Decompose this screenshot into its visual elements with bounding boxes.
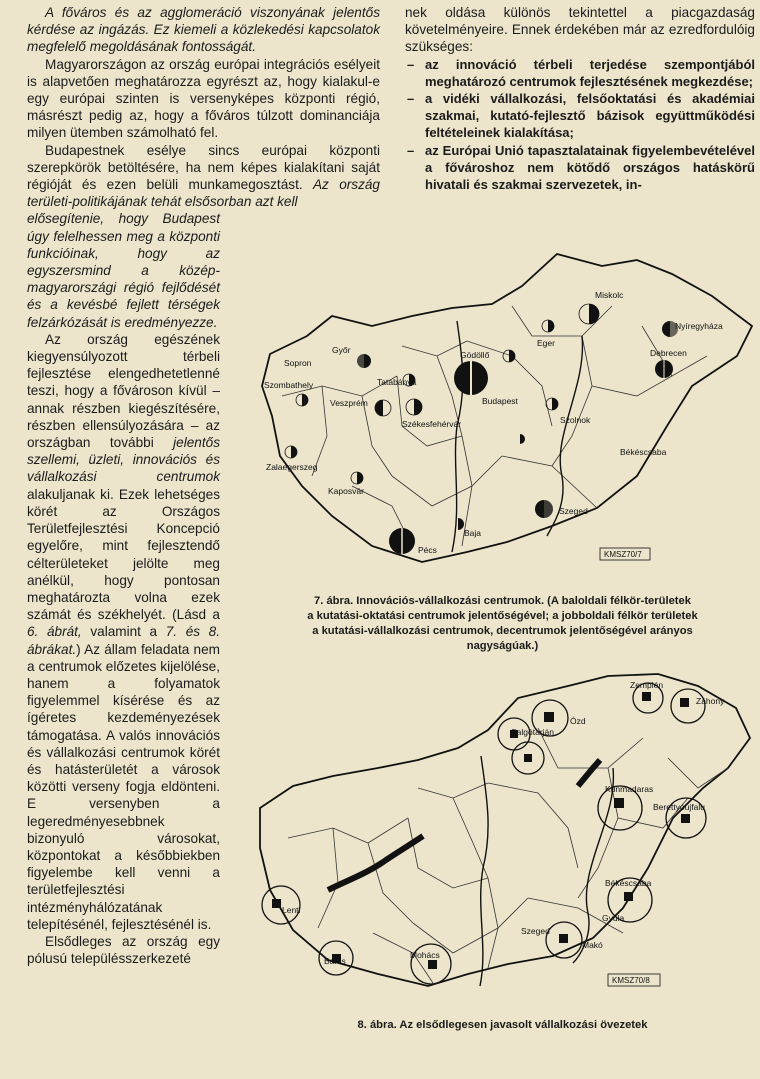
symbol-kaposvar: [351, 472, 363, 484]
requirements-list: [405, 56, 755, 194]
label-gyor: Győr: [332, 345, 351, 355]
figure7-map: [252, 246, 758, 572]
square-szeged: [559, 934, 568, 943]
symbol-zalaegerszeg: [285, 446, 297, 458]
danube-river: [480, 756, 488, 986]
country-outline: [262, 254, 752, 562]
lead-paragraph: A főváros és az agglomeráció viszonyának jelentős kérdése az ingázás. Ez kiemeli a közlekedési kapcsolatok megfelelő megoldásának fontosságát.: [27, 5, 380, 55]
label-szeged: Szeged: [521, 926, 550, 936]
tisza-river: [573, 768, 613, 963]
label-szekesfehervar: Székesfehérvár: [402, 419, 462, 429]
dash-marker: –: [407, 142, 415, 158]
symbol-budapest: [454, 361, 488, 395]
square-bekescsaba: [624, 892, 633, 901]
budapest-text: Budapestnek esélye sincs európai központi szerepkörök betöltésére, ha nem képes kialakítani saját régióját és ezen belüli munkamegosztást.: [27, 142, 380, 193]
square-kunmadaras: [614, 798, 624, 808]
label-salgotarjan: Salgótarján: [511, 727, 555, 737]
symbol-veszprem: [375, 400, 391, 416]
symbol-debrecen: [655, 360, 673, 378]
list-item: – a vidéki vállalkozási, felsőoktatási és akadémiai szakmai, kutató-fejlesztő bázisok együttműködési feltételeinek kialakítása;: [407, 91, 755, 141]
symbol-pecs: [389, 528, 415, 554]
paragraph-continuation: nek oldása különös tekintettel a piacgazdaság követelményeire. Ennek érdekében már az ezredfordulóig szükséges:: [405, 5, 755, 55]
figure7-caption-line: nagyságúak.): [466, 640, 539, 652]
label-debrecen: Debrecen: [650, 348, 687, 358]
square-berettyoujfalu: [681, 814, 690, 823]
figure7-code: KMSZ70/7: [604, 550, 642, 559]
label-kunmadaras: Kunmadaras: [605, 784, 654, 794]
square-zemplen: [642, 692, 651, 701]
label-zalaegerszeg: Zalaegerszeg: [266, 462, 318, 472]
budapest-italic: Az ország területi-politikájának tehát elsősorban azt kell: [27, 177, 380, 210]
figure8-map: [248, 668, 758, 1008]
label-ozd: Ózd: [570, 716, 586, 726]
centre-symbols: [285, 304, 678, 554]
label-eger: Eger: [537, 338, 555, 348]
symbol-szeged: [535, 500, 553, 518]
zone-strip-north: [578, 760, 600, 786]
label-lenti: Lenti: [282, 905, 301, 915]
label-mohacs: Mohács: [410, 950, 440, 960]
label-barcs: Barcs: [324, 956, 346, 966]
square-salgotarjan-b: [524, 754, 532, 762]
county-borders: [288, 728, 728, 983]
list-item: – az innováció térbeli terjedése szempontjából meghatározó centrumok fejlesztésének megkezdése;: [407, 56, 755, 89]
figure6-ref: 6. ábrát,: [27, 624, 82, 640]
figure8-caption: 8. ábra. Az elsődlegesen javasolt vállalkozási övezetek: [357, 1019, 648, 1031]
label-berettyoujfalu: Berettyóújfalu: [653, 802, 705, 812]
city-labels: [264, 290, 723, 555]
square-zahony: [680, 698, 689, 707]
label-mako: Makó: [582, 940, 603, 950]
list-item: – az Európai Unió tapasztalatainak figyelembevételével a fővároshoz nem kötődő országos hatáskörű hivatali és szakmai szervezetek, in-: [407, 142, 755, 193]
label-gyula: Gyula: [602, 913, 625, 923]
label-zahony: Záhony: [696, 696, 725, 706]
right-column: [405, 4, 755, 193]
square-mohacs: [428, 960, 437, 969]
symbol-cegled: [520, 434, 525, 444]
label-bekescsaba: Békéscsaba: [605, 878, 652, 888]
label-godollo: Gödöllő: [460, 350, 490, 360]
figure7-caption-line: 7. ábra. Innovációs-vállalkozási centrumok. (A baloldali félkör-területek: [314, 595, 691, 607]
square-ozd: [544, 712, 554, 722]
label-kaposvar: Kaposvár: [328, 486, 364, 496]
label-veszprem: Veszprém: [330, 398, 368, 408]
dash-marker: –: [407, 56, 415, 72]
label-baja: Baja: [464, 528, 482, 538]
paragraph-integration: Magyarországon az ország európai integrációs esélyeit is alapvetően meghatározza egyrészt az, hogy kialakul-e egy európai szinten is versenyképes központi régió, másrészt pedig az, hogy a főváros túlzott dominanciája milyen ütemben számolható fel.: [27, 56, 380, 141]
label-szolnok: Szolnok: [560, 415, 591, 425]
county-borders: [282, 306, 707, 546]
symbol-szekesfehervar: [406, 399, 422, 415]
label-pecs: Pécs: [418, 545, 437, 555]
figure7-caption: [250, 594, 755, 654]
balanced-text-b: alakuljanak ki. Ezek lehetséges körét az Országos Területfejlesztési Koncepció egyelőre, mint fejlesztendő célterületeket jelölte meg anélkül, hogy pontosan meghatározta volna ezek számát és székhelyét. (Lásd a: [27, 486, 220, 623]
symbol-godollo: [503, 350, 515, 362]
figure7-caption-line: a kutatási-vállalkozási centrumok, decentrumok jelentőségével arányos: [312, 625, 693, 637]
figure8-code: KMSZ70/8: [612, 976, 650, 985]
enterprise-zones-map: [248, 668, 758, 1008]
label-bekescsaba: Békéscsaba: [620, 447, 667, 457]
figure78-ref: 7. és 8. ábrákat.: [27, 624, 221, 657]
label-budapest: Budapest: [482, 396, 518, 406]
symbol-miskolc: [579, 304, 599, 324]
innovation-centres-map: [252, 246, 758, 572]
city-labels: [282, 680, 725, 966]
symbol-eger: [542, 320, 554, 332]
paragraph-budapest-cont: elősegítenie, hogy Budapest úgy felelhessen meg a központi funkcióinak, hogy az egyszersmind a közép-magyarországi régió fejlődését és a kevésbé fejlett térségek felzárkózását is eredményezze.: [27, 211, 220, 330]
balanced-text-c: ) Az állam feladata nem a centrumok előzetes kijelölése, hanem a folyamatok figyelemmel kísérése és az ígéretes kezdeményezések támogatása. A valós innovációs és vállalkozási centrumok körét és hatásterületét a városok közötti verseny fogja eldönteni. E versenyben a legeredményesebbnek bizonyuló városokat, központokat a későbbiekben figyelembe kell venni a területfejlesztési intézményhálózatának telepítésénél, fejlesztésénél is.: [27, 641, 220, 932]
label-sopron: Sopron: [284, 358, 312, 368]
label-szombathely: Szombathely: [264, 380, 314, 390]
symbol-gyor: [357, 354, 371, 368]
balanced-italic-a: jelentős szellemi, üzleti, innovációs és vállalkozási centrumok: [27, 435, 220, 485]
square-lenti: [272, 899, 281, 908]
figure7-caption-line: a kutatási-oktatási centrumok jelentőségével; a jobboldali félkör területek: [307, 610, 698, 622]
paragraph-balanced: [27, 331, 220, 933]
dash-marker: –: [407, 91, 415, 107]
zone-circles: [262, 683, 706, 984]
label-nyiregyhaza: Nyíregyháza: [675, 321, 723, 331]
paragraph-budapest: [27, 142, 380, 211]
lake-balaton-zone: [328, 836, 423, 890]
balanced-text-mid: valamint a: [81, 624, 166, 640]
label-szeged: Szeged: [559, 506, 588, 516]
label-miskolc: Miskolc: [595, 290, 624, 300]
symbol-szolnok: [546, 398, 558, 410]
balanced-text-a: Az ország egészének kiegyensúlyozott térbeli fejlesztése elengedhetetlenné teszi, hogy a fővároson kívül – annak részben kiegészítésére, részben ellensúlyozására – az országban további: [27, 331, 220, 451]
label-zemplen: Zemplén: [630, 680, 664, 690]
label-tatabanya: Tatabánya: [377, 377, 417, 387]
symbol-szombathely: [296, 394, 308, 406]
paragraph-primary: Elsődleges az ország egy pólusú településszerkezeté: [27, 933, 220, 967]
